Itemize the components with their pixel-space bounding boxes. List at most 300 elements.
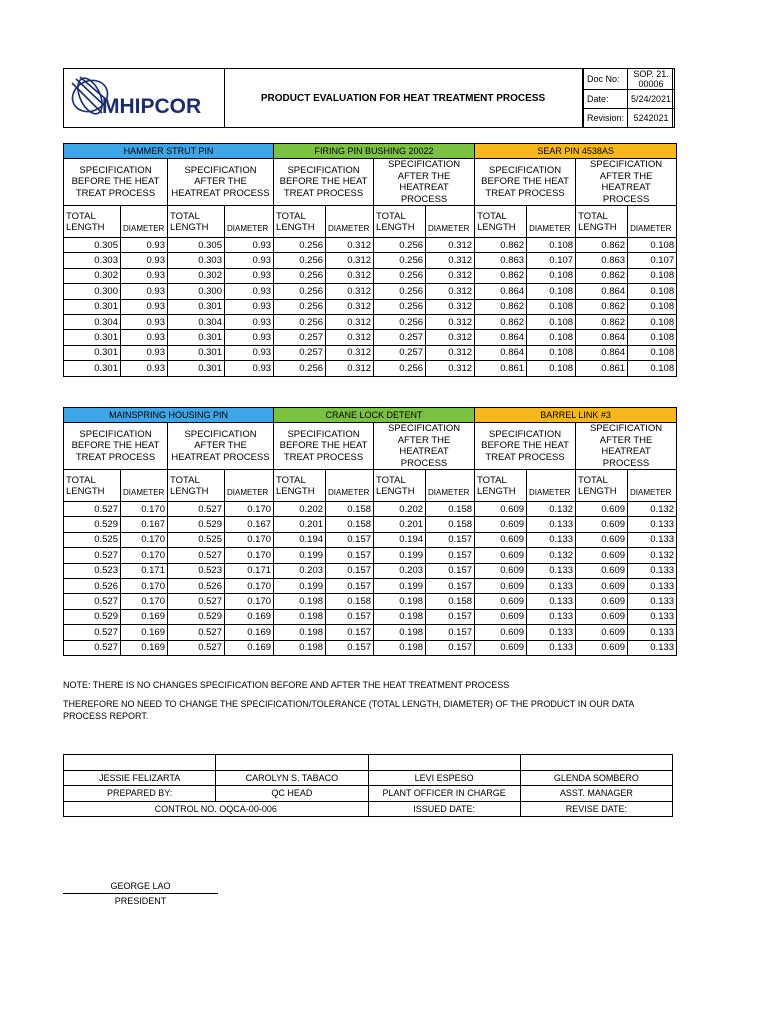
measurement-cell: 0.526: [168, 578, 225, 593]
spec-after-header: SPECIFICATION AFTER THE HEATREAT PROCESS: [576, 159, 677, 206]
signatory-role: QC HEAD: [216, 786, 368, 802]
measurement-cell: 0.93: [121, 284, 168, 299]
measurement-cell: 0.864: [576, 330, 628, 345]
signatory-role: PREPARED BY:: [64, 786, 216, 802]
measurement-cell: 0.157: [326, 640, 374, 655]
signature-table: [63, 754, 673, 817]
measurement-cell: 0.107: [527, 253, 576, 268]
table-row: [64, 361, 677, 376]
measurement-cell: 0.199: [274, 578, 326, 593]
measurement-cell: 0.609: [576, 548, 628, 563]
measurement-cell: 0.864: [475, 284, 527, 299]
spec-before-header: SPECIFICATION BEFORE THE HEAT TREAT PROCESS: [475, 423, 576, 470]
measurement-cell: 0.167: [121, 517, 168, 532]
measurement-cell: 0.256: [274, 284, 326, 299]
measurement-cell: 0.169: [225, 640, 274, 655]
measurement-cell: 0.312: [426, 330, 475, 345]
measurement-cell: 0.93: [225, 330, 274, 345]
measurement-cell: 0.157: [326, 578, 374, 593]
president-title: PRESIDENT: [114, 896, 167, 906]
measurement-cell: 0.312: [426, 284, 475, 299]
measurement-cell: 0.157: [326, 532, 374, 547]
measurement-cell: 0.194: [274, 532, 326, 547]
measurement-cell: 0.108: [628, 238, 677, 253]
measurement-cell: 0.158: [426, 594, 475, 609]
measurement-cell: 0.93: [225, 238, 274, 253]
measurement-cell: 0.300: [64, 284, 121, 299]
diameter-header: DIAMETER: [225, 206, 274, 238]
measurement-cell: 0.312: [326, 361, 374, 376]
measurement-cell: 0.256: [374, 284, 426, 299]
measurement-cell: 0.157: [426, 640, 475, 655]
signature-cell: [520, 755, 672, 771]
measurement-cell: 0.525: [168, 532, 225, 547]
measurement-cell: 0.527: [64, 625, 121, 640]
spec-after-header: SPECIFICATION AFTER THE HEATREAT PROCESS: [374, 423, 475, 470]
measurement-cell: 0.157: [426, 563, 475, 578]
measurement-cell: 0.158: [426, 502, 475, 517]
measurement-cell: 0.171: [121, 563, 168, 578]
table-row: [64, 532, 677, 547]
measurement-cell: 0.312: [426, 253, 475, 268]
measurement-cell: 0.157: [426, 625, 475, 640]
measurement-cell: 0.525: [64, 532, 121, 547]
measurement-cell: 0.863: [475, 253, 527, 268]
measurement-cell: 0.312: [426, 361, 475, 376]
measurement-cell: 0.527: [64, 548, 121, 563]
signature-cell: [64, 755, 216, 771]
measurement-cell: 0.609: [576, 578, 628, 593]
measurement-cell: 0.301: [64, 330, 121, 345]
measurement-cell: 0.203: [374, 563, 426, 578]
table-row: [64, 268, 677, 283]
measurement-cell: 0.133: [628, 517, 677, 532]
measurement-cell: 0.133: [527, 517, 576, 532]
total-length-header: TOTAL LENGTH: [274, 206, 326, 238]
spec-after-header: SPECIFICATION AFTER THE HEATREAT PROCESS: [374, 159, 475, 206]
measurement-cell: 0.157: [426, 609, 475, 624]
total-length-header: TOTAL LENGTH: [576, 206, 628, 238]
measurement-cell: 0.609: [576, 563, 628, 578]
spec-after-header: SPECIFICATION AFTER THE HEATREAT PROCESS: [576, 423, 677, 470]
signature-cell: [368, 755, 520, 771]
measurement-cell: 0.257: [274, 345, 326, 360]
measurement-cell: 0.312: [326, 299, 374, 314]
measurement-cell: 0.157: [426, 578, 475, 593]
measurement-cell: 0.201: [274, 517, 326, 532]
table-row: [64, 253, 677, 268]
spec-before-header: SPECIFICATION BEFORE THE HEAT TREAT PROCESS: [475, 159, 576, 206]
measurement-cell: 0.609: [475, 625, 527, 640]
measurement-cell: 0.157: [326, 609, 374, 624]
measurement-cell: 0.257: [374, 345, 426, 360]
measurement-cell: 0.93: [225, 314, 274, 329]
measurement-cell: 0.199: [374, 548, 426, 563]
measurement-cell: 0.133: [628, 532, 677, 547]
measurement-cell: 0.523: [64, 563, 121, 578]
measurement-cell: 0.170: [121, 548, 168, 563]
measurement-cell: 0.170: [121, 532, 168, 547]
table-row: [64, 609, 677, 624]
measurement-cell: 0.312: [326, 253, 374, 268]
measurement-cell: 0.170: [225, 502, 274, 517]
measurement-cell: 0.301: [168, 330, 225, 345]
measurement-cell: 0.169: [121, 625, 168, 640]
control-number: CONTROL NO. OQCA-00-006: [64, 801, 369, 817]
measurement-cell: 0.861: [475, 361, 527, 376]
measurement-cell: 0.108: [527, 238, 576, 253]
spec-header-row: [64, 423, 677, 470]
measurement-cell: 0.523: [168, 563, 225, 578]
measurement-cell: 0.108: [628, 299, 677, 314]
measurement-cell: 0.529: [64, 609, 121, 624]
measurement-cell: 0.862: [576, 299, 628, 314]
total-length-header: TOTAL LENGTH: [64, 206, 121, 238]
measurement-cell: 0.864: [475, 345, 527, 360]
measurement-cell: 0.132: [628, 502, 677, 517]
measurement-cell: 0.312: [326, 314, 374, 329]
measurement-cell: 0.170: [225, 532, 274, 547]
measurement-cell: 0.158: [326, 502, 374, 517]
column-header-row: [64, 206, 677, 238]
measurement-cell: 0.862: [475, 299, 527, 314]
measurement-cell: 0.527: [64, 502, 121, 517]
measurement-cell: 0.312: [426, 314, 475, 329]
doc-meta-table: [583, 68, 675, 128]
meta-row-revision: [584, 109, 675, 128]
measurement-cell: 0.609: [475, 578, 527, 593]
measurement-cell: 0.169: [225, 625, 274, 640]
measurement-cell: 0.527: [168, 594, 225, 609]
spec-before-header: SPECIFICATION BEFORE THE HEAT TREAT PROCESS: [64, 423, 168, 470]
measurement-cell: 0.303: [168, 253, 225, 268]
product-group-header: FIRING PIN BUSHING 20022: [274, 144, 475, 159]
measurement-cell: 0.108: [527, 314, 576, 329]
measurement-cell: 0.300: [168, 284, 225, 299]
meta-key: Doc No:: [584, 69, 628, 90]
diameter-header: DIAMETER: [426, 206, 475, 238]
measurement-cell: 0.170: [225, 548, 274, 563]
measurement-cell: 0.864: [576, 284, 628, 299]
measurement-cell: 0.312: [426, 238, 475, 253]
signatory-name: LEVI ESPESO: [368, 770, 520, 786]
measurement-cell: 0.93: [121, 253, 168, 268]
measurement-cell: 0.199: [374, 578, 426, 593]
measurement-cell: 0.170: [121, 594, 168, 609]
measurement-cell: 0.301: [168, 299, 225, 314]
measurement-cell: 0.302: [168, 268, 225, 283]
product-group-header: BARREL LINK #3: [475, 408, 677, 423]
logo-text: MHIPCOR: [102, 95, 202, 118]
diameter-header: DIAMETER: [326, 206, 374, 238]
measurement-cell: 0.132: [527, 502, 576, 517]
measurement-cell: 0.108: [527, 268, 576, 283]
measurement-cell: 0.201: [374, 517, 426, 532]
measurement-cell: 0.198: [374, 594, 426, 609]
measurement-cell: 0.194: [374, 532, 426, 547]
table-row: [64, 299, 677, 314]
measurement-cell: 0.157: [326, 563, 374, 578]
product-group-header: CRANE LOCK DETENT: [274, 408, 475, 423]
diameter-header: DIAMETER: [628, 206, 677, 238]
signature-roles-row: [64, 786, 673, 802]
document-header: [63, 68, 673, 128]
measurement-cell: 0.862: [475, 268, 527, 283]
spec-after-header: SPECIFICATION AFTER THE HEATREAT PROCESS: [168, 423, 274, 470]
measurement-cell: 0.529: [168, 609, 225, 624]
measurement-cell: 0.862: [576, 238, 628, 253]
signatory-name: CAROLYN S. TABACO: [216, 770, 368, 786]
measurement-cell: 0.133: [527, 594, 576, 609]
measurement-cell: 0.863: [576, 253, 628, 268]
measurement-cell: 0.527: [168, 548, 225, 563]
measurement-cell: 0.93: [121, 330, 168, 345]
measurement-cell: 0.198: [274, 640, 326, 655]
measurement-cell: 0.301: [64, 299, 121, 314]
group-header-row: [64, 144, 677, 159]
table-row: [64, 548, 677, 563]
measurement-cell: 0.93: [121, 361, 168, 376]
table-row: [64, 594, 677, 609]
president-name: GEORGE LAO: [63, 881, 218, 894]
measurement-cell: 0.609: [475, 517, 527, 532]
spec-after-header: SPECIFICATION AFTER THE HEATREAT PROCESS: [168, 159, 274, 206]
table-row: [64, 625, 677, 640]
diameter-header: DIAMETER: [527, 206, 576, 238]
total-length-header: TOTAL LENGTH: [168, 206, 225, 238]
measurement-cell: 0.157: [326, 625, 374, 640]
signature-control-row: [64, 801, 673, 817]
measurement-cell: 0.529: [64, 517, 121, 532]
total-length-header: TOTAL LENGTH: [274, 470, 326, 502]
measurement-cell: 0.529: [168, 517, 225, 532]
meta-row-doc-no: [584, 69, 675, 90]
measurement-cell: 0.158: [426, 517, 475, 532]
measurement-cell: 0.107: [628, 253, 677, 268]
measurement-cell: 0.256: [374, 299, 426, 314]
total-length-header: TOTAL LENGTH: [64, 470, 121, 502]
measurement-cell: 0.93: [225, 345, 274, 360]
measurement-cell: 0.108: [527, 345, 576, 360]
measurement-cell: 0.108: [628, 345, 677, 360]
measurement-cell: 0.108: [628, 314, 677, 329]
measurement-cell: 0.609: [475, 640, 527, 655]
measurement-cell: 0.167: [225, 517, 274, 532]
signatory-role: PLANT OFFICER IN CHARGE: [368, 786, 520, 802]
measurement-cell: 0.609: [475, 563, 527, 578]
table-row: [64, 314, 677, 329]
measurement-cell: 0.305: [64, 238, 121, 253]
mhipcor-logo-icon: [64, 69, 224, 127]
measurement-cell: 0.256: [374, 268, 426, 283]
spec-before-header: SPECIFICATION BEFORE THE HEAT TREAT PROCESS: [274, 159, 374, 206]
measurement-cell: 0.93: [121, 238, 168, 253]
measurement-cell: 0.609: [475, 502, 527, 517]
measurement-cell: 0.304: [64, 314, 121, 329]
measurement-cell: 0.312: [326, 330, 374, 345]
evaluation-table-2: [63, 407, 677, 656]
measurement-cell: 0.133: [628, 563, 677, 578]
measurement-cell: 0.256: [274, 238, 326, 253]
measurement-cell: 0.133: [628, 594, 677, 609]
measurement-cell: 0.861: [576, 361, 628, 376]
total-length-header: TOTAL LENGTH: [168, 470, 225, 502]
measurement-cell: 0.301: [168, 345, 225, 360]
measurement-cell: 0.609: [576, 594, 628, 609]
measurement-cell: 0.93: [121, 299, 168, 314]
measurement-cell: 0.108: [628, 268, 677, 283]
signature-blank-row: [64, 755, 673, 771]
measurement-cell: 0.257: [374, 330, 426, 345]
total-length-header: TOTAL LENGTH: [374, 470, 426, 502]
measurement-cell: 0.133: [527, 563, 576, 578]
measurement-cell: 0.157: [326, 548, 374, 563]
measurement-cell: 0.609: [475, 594, 527, 609]
measurement-cell: 0.133: [628, 609, 677, 624]
measurement-cell: 0.157: [426, 548, 475, 563]
measurement-cell: 0.108: [527, 330, 576, 345]
measurement-cell: 0.256: [274, 299, 326, 314]
measurement-cell: 0.609: [576, 609, 628, 624]
measurement-cell: 0.305: [168, 238, 225, 253]
table-row: [64, 578, 677, 593]
meta-value: 5/24/2021: [628, 90, 675, 109]
measurement-cell: 0.301: [64, 345, 121, 360]
signatory-name: GLENDA SOMBERO: [520, 770, 672, 786]
signatory-name: JESSIE FELIZARTA: [64, 770, 216, 786]
measurement-cell: 0.312: [326, 284, 374, 299]
measurement-cell: 0.527: [168, 502, 225, 517]
evaluation-table-1: [63, 143, 677, 377]
measurement-cell: 0.527: [64, 594, 121, 609]
measurement-cell: 0.133: [628, 625, 677, 640]
measurement-cell: 0.198: [374, 609, 426, 624]
measurement-cell: 0.158: [326, 594, 374, 609]
measurement-cell: 0.256: [374, 314, 426, 329]
measurement-cell: 0.609: [475, 609, 527, 624]
measurement-cell: 0.609: [576, 625, 628, 640]
table-row: [64, 330, 677, 345]
measurement-cell: 0.133: [527, 532, 576, 547]
company-logo: [64, 69, 225, 127]
table-row: [64, 345, 677, 360]
measurement-cell: 0.157: [426, 532, 475, 547]
table-row: [64, 502, 677, 517]
measurement-cell: 0.312: [326, 345, 374, 360]
measurement-cell: 0.132: [628, 548, 677, 563]
measurement-cell: 0.133: [527, 640, 576, 655]
measurement-cell: 0.93: [121, 314, 168, 329]
measurement-cell: 0.312: [426, 268, 475, 283]
measurement-cell: 0.133: [527, 578, 576, 593]
note-line-2: THEREFORE NO NEED TO CHANGE THE SPECIFICATION/TOLERANCE (TOTAL LENGTH, DIAMETER) OF THE PRODUCT IN OUR DATA PROCESS REPORT.: [63, 699, 634, 721]
measurement-cell: 0.527: [168, 625, 225, 640]
product-group-header: MAINSPRING HOUSING PIN: [64, 408, 274, 423]
measurement-cell: 0.108: [628, 284, 677, 299]
table-row: [64, 238, 677, 253]
measurement-cell: 0.93: [225, 253, 274, 268]
measurement-cell: 0.169: [225, 609, 274, 624]
product-group-header: HAMMER STRUT PIN: [64, 144, 274, 159]
total-length-header: TOTAL LENGTH: [475, 206, 527, 238]
table-row: [64, 284, 677, 299]
measurement-cell: 0.312: [426, 299, 475, 314]
measurement-cell: 0.199: [274, 548, 326, 563]
total-length-header: TOTAL LENGTH: [576, 470, 628, 502]
table-row: [64, 563, 677, 578]
spec-before-header: SPECIFICATION BEFORE THE HEAT TREAT PROCESS: [274, 423, 374, 470]
measurement-cell: 0.256: [274, 253, 326, 268]
signatory-role: ASST. MANAGER: [520, 786, 672, 802]
meta-value: 5242021: [628, 109, 675, 128]
diameter-header: DIAMETER: [426, 470, 475, 502]
measurement-cell: 0.93: [225, 299, 274, 314]
meta-key: Date:: [584, 90, 628, 109]
measurement-cell: 0.171: [225, 563, 274, 578]
measurement-cell: 0.202: [274, 502, 326, 517]
measurement-cell: 0.203: [274, 563, 326, 578]
measurement-cell: 0.198: [274, 625, 326, 640]
measurement-cell: 0.132: [527, 548, 576, 563]
measurement-cell: 0.256: [374, 253, 426, 268]
measurement-cell: 0.527: [168, 640, 225, 655]
measurement-cell: 0.108: [628, 330, 677, 345]
measurement-cell: 0.864: [576, 345, 628, 360]
measurement-cell: 0.301: [168, 361, 225, 376]
measurement-cell: 0.198: [374, 640, 426, 655]
spec-before-header: SPECIFICATION BEFORE THE HEAT TREAT PROCESS: [64, 159, 168, 206]
measurement-cell: 0.170: [225, 578, 274, 593]
total-length-header: TOTAL LENGTH: [475, 470, 527, 502]
measurement-cell: 0.312: [326, 238, 374, 253]
measurement-cell: 0.609: [576, 517, 628, 532]
measurement-cell: 0.303: [64, 253, 121, 268]
measurement-cell: 0.93: [225, 284, 274, 299]
measurement-cell: 0.312: [326, 268, 374, 283]
measurement-cell: 0.302: [64, 268, 121, 283]
measurement-cell: 0.256: [374, 238, 426, 253]
measurement-cell: 0.862: [475, 238, 527, 253]
measurement-cell: 0.256: [274, 361, 326, 376]
measurement-cell: 0.169: [121, 609, 168, 624]
spec-header-row: [64, 159, 677, 206]
measurement-cell: 0.609: [576, 502, 628, 517]
measurement-cell: 0.170: [225, 594, 274, 609]
group-header-row: [64, 408, 677, 423]
measurement-cell: 0.133: [527, 609, 576, 624]
signature-names-row: [64, 770, 673, 786]
measurement-cell: 0.304: [168, 314, 225, 329]
meta-value: SOP. 21. 00006: [628, 69, 675, 90]
signature-cell: [216, 755, 368, 771]
product-group-header: SEAR PIN 4538AS: [475, 144, 677, 159]
measurement-cell: 0.312: [426, 345, 475, 360]
measurement-cell: 0.609: [475, 548, 527, 563]
diameter-header: DIAMETER: [121, 206, 168, 238]
measurement-cell: 0.609: [576, 640, 628, 655]
diameter-header: DIAMETER: [225, 470, 274, 502]
measurement-cell: 0.527: [64, 640, 121, 655]
measurement-cell: 0.526: [64, 578, 121, 593]
measurement-cell: 0.133: [527, 625, 576, 640]
measurement-cell: 0.609: [576, 532, 628, 547]
measurement-cell: 0.133: [628, 640, 677, 655]
measurement-cell: 0.170: [121, 502, 168, 517]
issued-date-label: ISSUED DATE:: [368, 801, 520, 817]
measurement-cell: 0.862: [576, 268, 628, 283]
measurement-cell: 0.133: [628, 578, 677, 593]
measurement-cell: 0.108: [527, 299, 576, 314]
